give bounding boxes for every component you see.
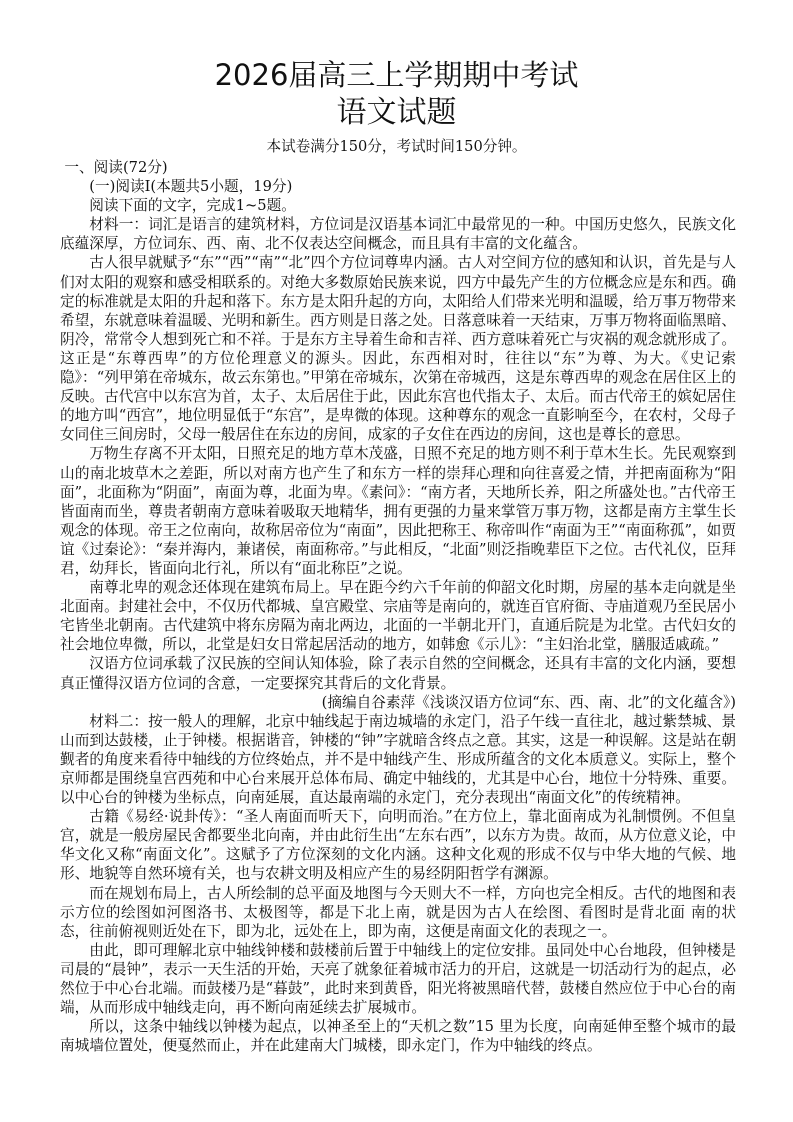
paragraph: 而在规划布局上，古人所绘制的总平面及地图与今天则大不一样，方向也完全相反。古代的地图和表示方位的绘图如河图洛书、太极图等，都是下北上南，就是因为古人在绘图、看图时是背北面 南的状态，往前俯视则近处在下，即为北，远处在上，即为南，这便是南面文化的表现之一。 [60,884,736,940]
paragraph: 古人很早就赋予“东”“西”“南”“北”四个方位词尊卑内涵。古人对空间方位的感知和认识，首先是与人们对太阳的观察和感受相联系的。对绝大多数原始民族来说，四方中最先产生的方位概念应是东和西。确定的标准就是太阳的升起和落下。东方是太阳升起的方向，太阳给人们带来光明和温暖，给万事万物带来希望，东就意味着温暖、光明和新生。西方则是日落之处。日落意味着一天结束，万事万物将面临黑暗、阴冷，常常令人想到死亡和不祥。于是东方主导着生命和吉祥、西方意味着死亡与灾祸的观念就形成了。这正是“东尊西卑”的方位伦理意义的源头。因此，东西相对时，往往以“东”为尊、为大。《史记索隐》：“列甲第在帝城东，故云东第也。”甲第在帝城东，次第在帝城西，这是东尊西卑的观念在居住区上的反映。古代宫中以东宫为首，太子、太后居住于此，因此东宫也代指太子、太后。而古代帝王的嫔妃居住的地方叫“西宫”，地位明显低于“东宫”，是卑微的体现。这种尊东的观念一直影响至今，在农村，父母子女同住三间房时，父母一般居住在东边的房间，成家的子女住在西边的房间，这也是尊长的意思。 [60,254,736,444]
paragraph: 由此，即可理解北京中轴线钟楼和鼓楼前后置于中轴线上的定位安排。虽同处中心台地段，但钟楼是司晨的“晨钟”，表示一天生活的开始，天亮了就象征着城市活力的开启，这就是一切活动行为的起点，必然位于中心台北端。而鼓楼乃是“暮鼓”，此时来到黄昏，阳光将被黑暗代替，鼓楼自然应位于中心台的南端，从而形成中轴线走向，再不断向南延续去扩展城市。 [60,941,736,1017]
paragraph: 南尊北卑的观念还体现在建筑布局上。早在距今约六千年前的仰韶文化时期，房屋的基本走向就是坐北面南。封建社会中，不仅历代都城、皇宫殿堂、宗庙等是南向的，就连百官府衙、寺庙道观乃至民居小宅皆坐北朝南。古代建筑中将东房隔为南北两边，北面的一半朝北开门，直通后院是为北堂。古代妇女的社会地位卑微，所以，北堂是妇女日常起居活动的地方，如韩愈《示儿》：“主妇治北堂，膳服适戚疏。” [60,579,736,654]
paragraph: 所以，这条中轴线以钟楼为起点，以神圣至上的“天机之数”15 里为长度，向南延伸至整个城市的最南城墙位置处，便戛然而止，并在此建南大门城楼，即永定门，作为中轴线的终点。 [60,1018,736,1055]
paragraph: 材料一：词汇是语言的建筑材料，方位词是汉语基本词汇中最常见的一种。中国历史悠久，民族文化底蕴深厚，方位词东、西、南、北不仅表达空间概念，而且具有丰富的文化蕴含。 [60,216,736,253]
exam-title: 2026届高三上学期期中考试 [214,58,579,92]
paragraph: 汉语方位词承载了汉民族的空间认知体验，除了表示自然的空间概念，还具有丰富的文化内涵，要想真正懂得汉语方位词的含意，一定要探究其背后的文化背景。 [60,655,736,692]
paragraph: 古籍《易经·说卦传》：“圣人南面而听天下，向明而治。”在方位上，靠北面南成为礼制惯例。不但皇宫，就是一般房屋民舍都要坐北向南，并由此衍生出“左东右西”，以东方为贵。故而，从方位意义论，中华文化又称“南面文化”。这赋予了方位深刻的文化内涵。这种文化观的形成不仅与中华大地的气候、地形、地貌等自然环境有关，也与农耕文明及相应产生的易经阴阳哲学有渊源。 [60,808,736,883]
paragraph: 材料二：按一般人的理解，北京中轴线起于南边城墙的永定门，沿子午线一直往北，越过紫禁城、景山而到达鼓楼，止于钟楼。根据谐音，钟楼的“钟”字就暗含终点之意。其实，这是一种误解。这是站在朝觐者的角度来看待中轴线的方位终始点，并不是中轴线产生、形成所蕴含的文化本质意义。实际上，整个京师都是围绕皇宫西苑和中心台来展开总体布局、确定中轴线的，尤其是中心台，地位十分特殊、重要。以中心台的钟楼为坐标点，向南延展，直达最南端的永定门，充分表现出“南面文化”的传统精神。 [60,712,736,807]
citation: (摘编自谷素萍《浅谈汉语方位词“东、西、南、北”的文化蕴含》) [321,693,736,711]
instruction: 阅读下面的文字，完成1~5题。 [89,197,296,215]
section-heading: 一、阅读(72分) [64,159,168,176]
exam-body [60,158,736,1055]
part-heading: (一)阅读Ⅰ(本题共5小题，19分) [89,178,293,196]
exam-note: 本试卷满分150分，考试时间150分钟。 [266,138,527,155]
paragraph: 万物生存离不开太阳，日照充足的地方草木茂盛，日照不充足的地方则不利于草木生长。先民观察到山的南北坡草木之差距，所以对南方也产生了和东方一样的崇拜心理和向往喜爱之情，并把南面称为“阳面”，北面称为“阴面”，南面为尊，北面为卑。《素问》：“南方者，天地所长养，阳之所盛处也。”古代帝王皆面南而坐，尊贵者朝南方意味着吸取天地精华，拥有更强的力量来掌管万事万物，这都是南方主掌生长观念的体现。帝王之位南向，故称居帝位为“南面”，因此把称王、称帝叫作“南面为王”“南面称孤”，如贾谊《过秦论》：“秦并海内，兼诸侯，南面称帝。”与此相反，“北面”则泛指晚辈臣下之位。古代礼仪，臣拜君，幼拜长，皆面向北行礼，所以有“面北称臣”之说。 [60,445,736,577]
exam-subject-title: 语文试题 [336,95,457,130]
